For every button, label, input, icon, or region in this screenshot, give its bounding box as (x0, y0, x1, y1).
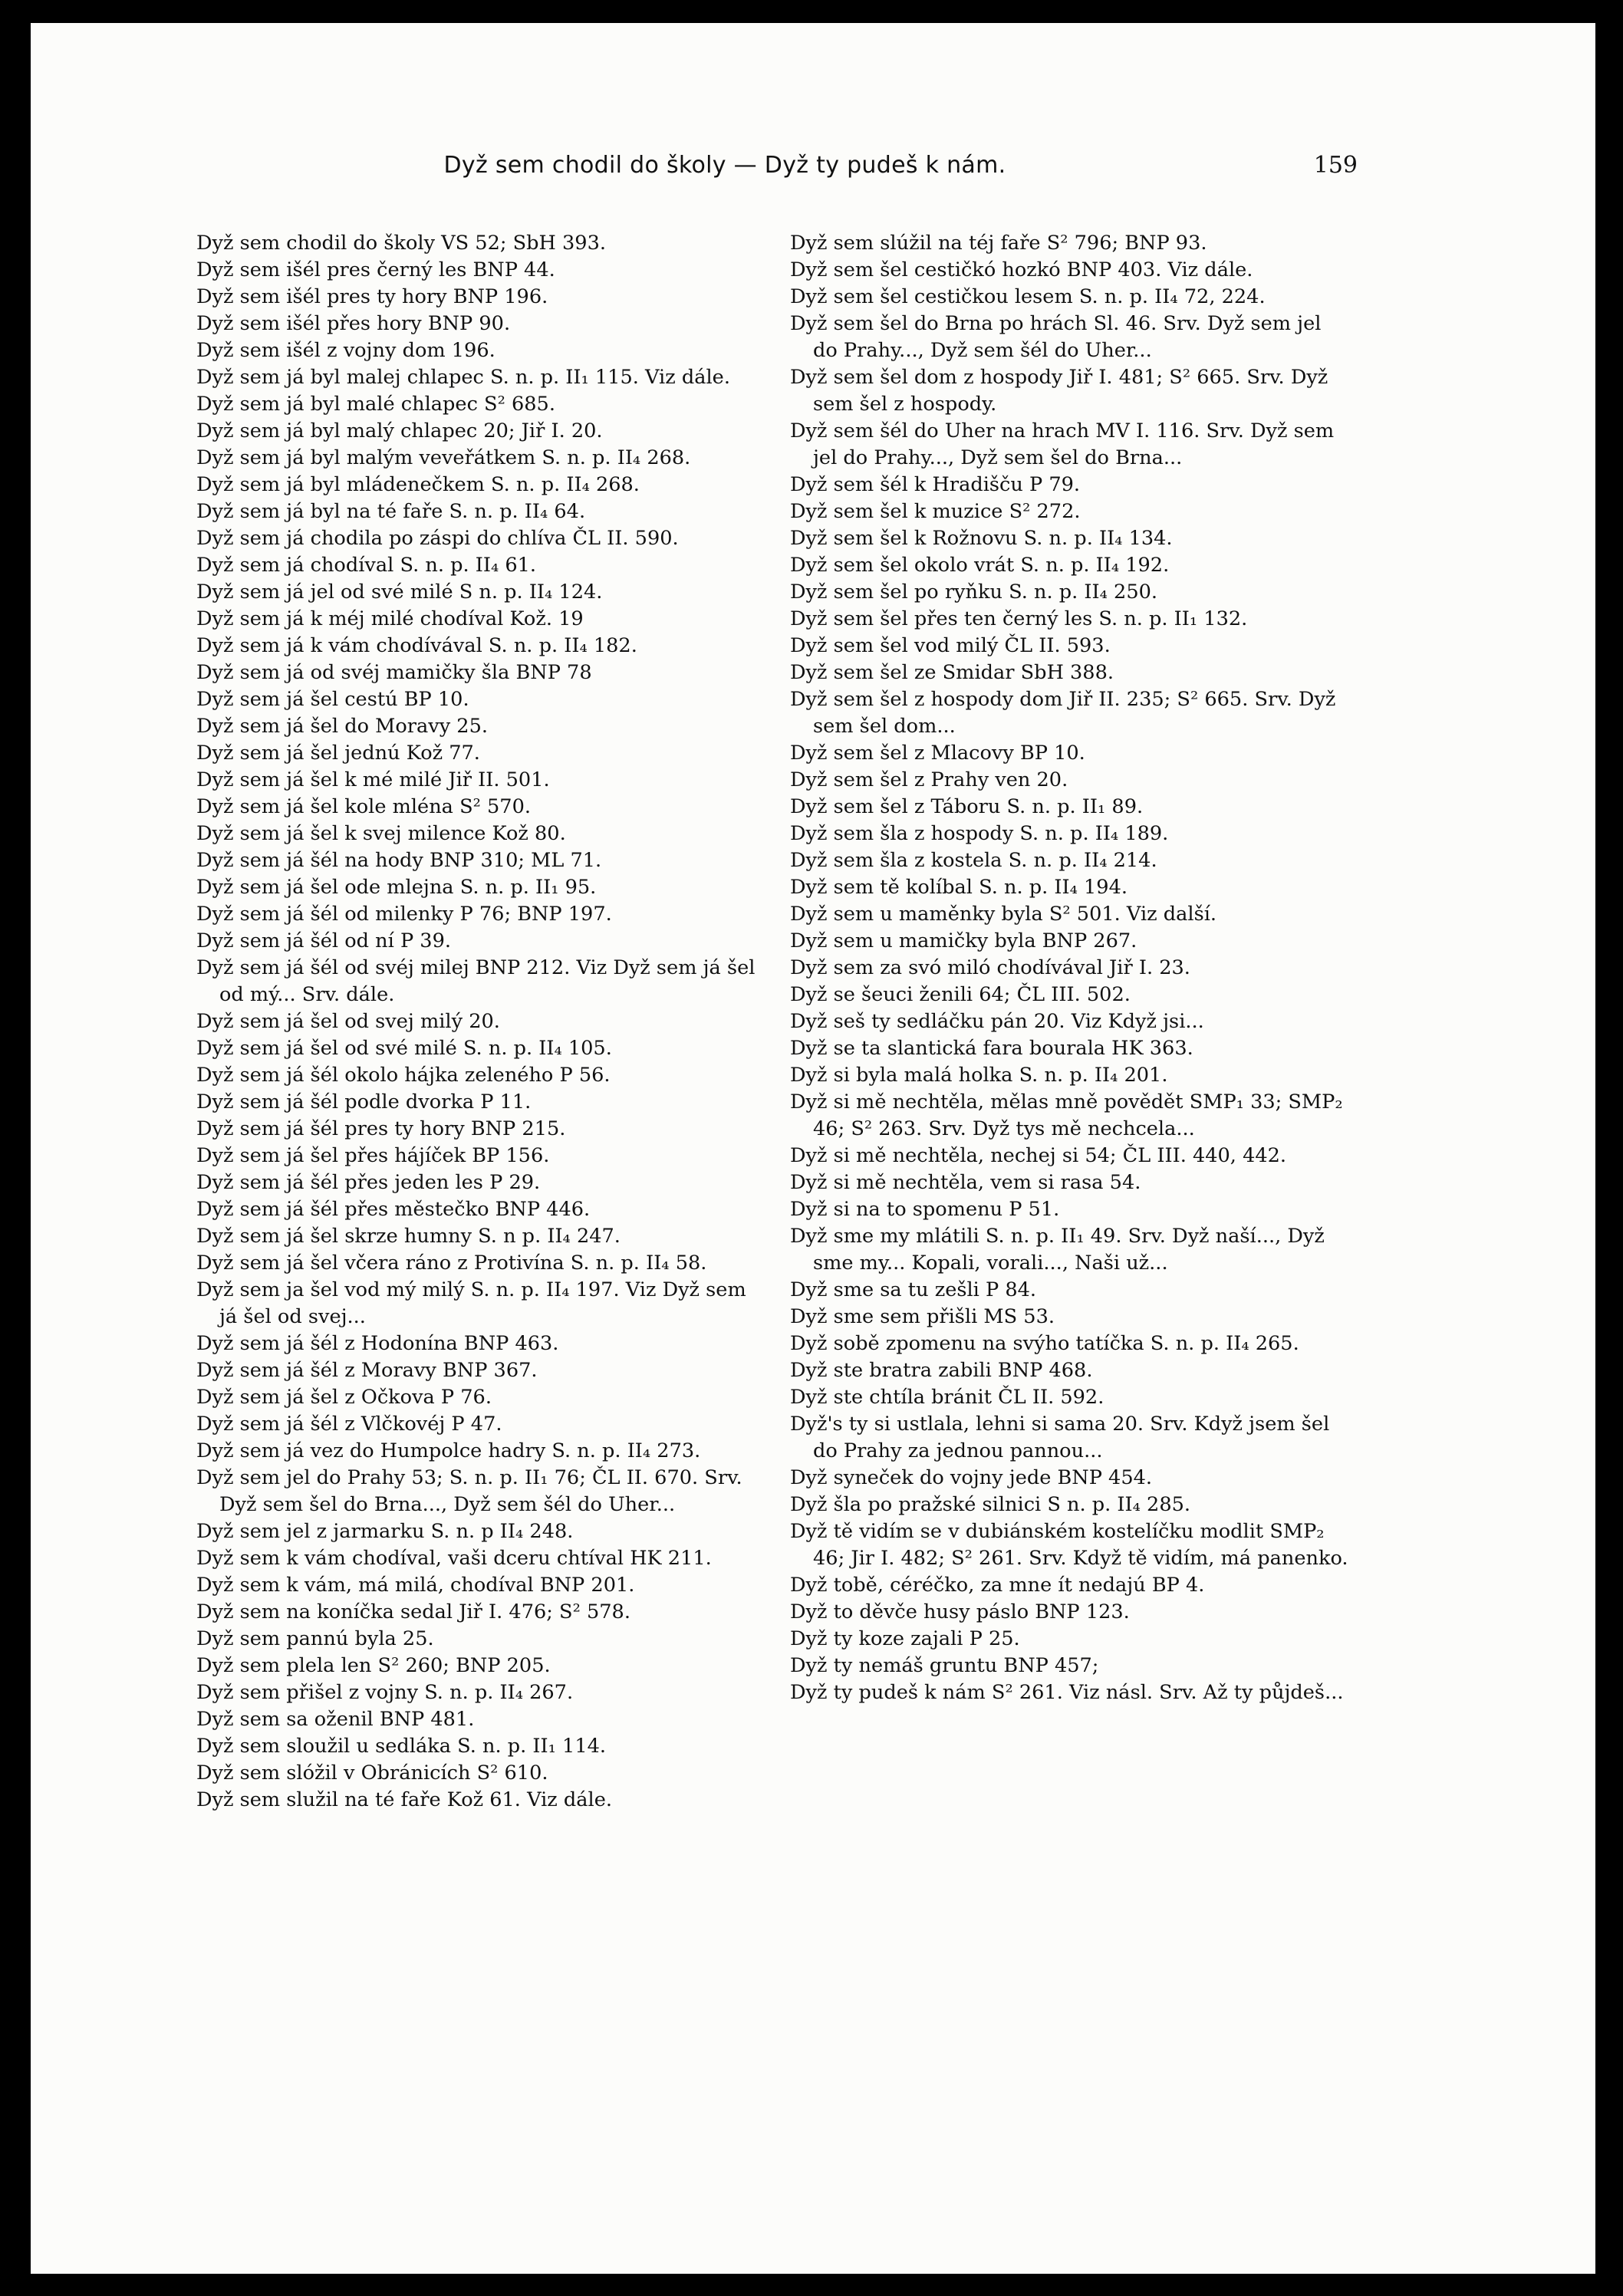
index-entry: Dyž sem ja šel vod mý milý S. n. p. II₄ 197. Viz Dyž sem já šel od svej... (196, 1278, 746, 1328)
page-header (192, 146, 1358, 186)
index-entry: Dyž sem já šel od své milé S. n. p. II₄ 105. (196, 1037, 612, 1060)
index-entry: Dyž sem šel z hospody dom Jiř II. 235; S² 665. Srv. Dyž sem šel dom... (790, 688, 1336, 738)
index-entry: Dyž seš ty sedláčku pán 20. Viz Když jsi... (790, 1010, 1204, 1033)
index-entry: Dyž sem šel z Prahy ven 20. (790, 768, 1068, 791)
index-entry: Dyž sem slúžil na téj faře S² 796; BNP 93. (790, 232, 1207, 255)
index-entry: Dyž sem já byl malým veveřátkem S. n. p. II₄ 268. (196, 446, 691, 469)
index-entry: Dyž sem já byl malej chlapec S. n. p. II₁ 115. Viz dále. (196, 366, 730, 389)
index-entry: Dyž ty nemáš gruntu BNP 457; (790, 1654, 1099, 1677)
index-entry: Dyž sem slóžil v Obránicích S² 610. (196, 1761, 548, 1784)
index-entry: Dyž sem šel cestičkó hozkó BNP 403. Viz dále. (790, 258, 1253, 281)
index-entry: Dyž si byla malá holka S. n. p. II₄ 201. (790, 1064, 1168, 1087)
index-entry: Dyž sem já byl malý chlapec 20; Jiř I. 20. (196, 419, 603, 442)
index-entry: Dyž se ta slantická fara bourala HK 363. (790, 1037, 1193, 1060)
index-entry: Dyž sem šél k Hradišču P 79. (790, 473, 1081, 496)
index-entry: Dyž sem já šel k svej milence Kož 80. (196, 822, 566, 845)
index-entry: Dyž sem já byl na té faře S. n. p. II₄ 64. (196, 500, 586, 523)
index-entry: Dyž sem za svó miló chodívával Jiř I. 23. (790, 956, 1190, 979)
index-entry: Dyž's ty si ustlala, lehni si sama 20. Srv. Když jsem šel do Prahy za jednou pannou... (790, 1413, 1330, 1462)
index-entry: Dyž sem u mamičky byla BNP 267. (790, 929, 1137, 952)
right-column (790, 230, 1350, 1706)
index-entry: Dyž sem přišel z vojny S. n. p. II₄ 267. (196, 1681, 574, 1704)
index-entry: Dyž sem šel do Brna po hrách Sl. 46. Srv. Dyž sem jel do Prahy..., Dyž sem šél do Uher... (790, 312, 1322, 362)
index-entry: Dyž sem pannú byla 25. (196, 1627, 434, 1650)
index-entry: Dyž si mě nechtěla, vem si rasa 54. (790, 1171, 1141, 1194)
index-entry: Dyž sem išél z vojny dom 196. (196, 339, 495, 362)
index-entry: Dyž sem já chodíval S. n. p. II₄ 61. (196, 554, 537, 577)
left-column (196, 230, 756, 1814)
index-entry: Dyž ty pudeš k nám S² 261. Viz násl. Srv. Až ty půjdeš... (790, 1681, 1344, 1704)
index-entry: Dyž sem šel z Táboru S. n. p. II₁ 89. (790, 795, 1144, 818)
index-entry: Dyž sem na koníčka sedal Jiř I. 476; S² 578. (196, 1600, 630, 1623)
index-entry: Dyž si mě nechtěla, mělas mně povědět SMP₁ 33; SMP₂ 46; S² 263. Srv. Dyž tys mě nechcela... (790, 1090, 1343, 1140)
index-entry: Dyž sem já šél z Hodonína BNP 463. (196, 1332, 559, 1355)
index-entry: Dyž ste chtíla bránit ČL II. 592. (790, 1386, 1104, 1409)
index-entry: Dyž sem já šel kole mléna S² 570. (196, 795, 531, 818)
index-entry: Dyž si mě nechtěla, nechej si 54; ČL III. 440, 442. (790, 1144, 1287, 1167)
index-entry: Dyž sme sem přišli MS 53. (790, 1305, 1055, 1328)
index-entry: Dyž sem já šél od ní P 39. (196, 929, 452, 952)
index-entry: Dyž se šeuci ženili 64; ČL III. 502. (790, 983, 1131, 1006)
index-entry: Dyž sem sa oženil BNP 481. (196, 1708, 475, 1731)
index-entry: Dyž sem já šel skrze humny S. n p. II₄ 247. (196, 1225, 621, 1248)
index-entry: Dyž sem já jel od své milé S n. p. II₄ 124. (196, 581, 603, 604)
index-entry: Dyž sem já k vám chodívával S. n. p. II₄ 182. (196, 634, 637, 657)
index-entry: Dyž sem šel přes ten černý les S. n. p. II₁ 132. (790, 607, 1248, 630)
index-entry: Dyž sem já šel od svej milý 20. (196, 1010, 500, 1033)
index-entry: Dyž sem šel k muzice S² 272. (790, 500, 1081, 523)
index-entry: Dyž sem já byl malé chlapec S² 685. (196, 393, 555, 416)
index-entry: Dyž sem plela len S² 260; BNP 205. (196, 1654, 551, 1677)
index-entry: Dyž sem šel vod milý ČL II. 593. (790, 634, 1111, 657)
index-entry: Dyž sem já šel přes hájíček BP 156. (196, 1144, 550, 1167)
index-entry: Dyž sem já k méj milé chodíval Kož. 19 (196, 607, 584, 630)
index-entry: Dyž sem já šél z Vlčkovéj P 47. (196, 1413, 502, 1436)
index-entry: Dyž sem k vám, má milá, chodíval BNP 201. (196, 1574, 635, 1597)
index-entry: Dyž sem já šél od svéj milej BNP 212. Viz Dyž sem já šel od mý... Srv. dále. (196, 956, 756, 1006)
index-entry: Dyž sobě zpomenu na svýho tatíčka S. n. p. II₄ 265. (790, 1332, 1299, 1355)
index-entry: Dyž sem išél pres černý les BNP 44. (196, 258, 555, 281)
index-entry: Dyž sem já šél na hody BNP 310; ML 71. (196, 849, 602, 872)
index-entry: Dyž sem išél přes hory BNP 90. (196, 312, 511, 335)
index-entry: Dyž sem šel po ryňku S. n. p. II₄ 250. (790, 581, 1158, 604)
index-entry: Dyž tě vidím se v dubiánském kostelíčku modlit SMP₂ 46; Jir I. 482; S² 261. Srv. Když tě vidím, má panenko. (790, 1520, 1348, 1570)
index-entry: Dyž sem já šel z Očkova P 76. (196, 1386, 492, 1409)
index-entry: Dyž ste bratra zabili BNP 468. (790, 1359, 1093, 1382)
index-entry: Dyž sem já šél od milenky P 76; BNP 197. (196, 903, 612, 926)
index-entry: Dyž sem jel do Prahy 53; S. n. p. II₁ 76; ČL II. 670. Srv. Dyž sem šel do Brna..., Dyž sem šél do Uher... (196, 1466, 742, 1516)
index-entry: Dyž sem služil na té faře Kož 61. Viz dále. (196, 1788, 613, 1811)
index-entry: Dyž sem chodil do školy VS 52; SbH 393. (196, 232, 606, 255)
index-entry: Dyž sem šel dom z hospody Jiř I. 481; S² 665. Srv. Dyž sem šel z hospody. (790, 366, 1328, 416)
index-entry: Dyž šla po pražské silnici S n. p. II₄ 285. (790, 1493, 1191, 1516)
index-entry: Dyž sem já šel jednú Kož 77. (196, 742, 480, 765)
index-entry: Dyž sem já šel do Moravy 25. (196, 715, 489, 738)
running-title: Dyž sem chodil do školy — Dyž ty pudeš k nám. (443, 152, 1006, 179)
index-entry: Dyž sem šel okolo vrát S. n. p. II₄ 192. (790, 554, 1170, 577)
index-entry: Dyž sem já šél okolo hájka zeleného P 56. (196, 1064, 611, 1087)
index-entry: Dyž sem šel k Rožnovu S. n. p. II₄ 134. (790, 527, 1173, 550)
index-entry: Dyž to děvče husy páslo BNP 123. (790, 1600, 1130, 1623)
index-entry: Dyž tobě, céréčko, za mne ít nedajú BP 4. (790, 1574, 1205, 1597)
index-entry: Dyž sem já šél přes městečko BNP 446. (196, 1198, 591, 1221)
index-entry: Dyž sem k vám chodíval, vaši dceru chtíval HK 211. (196, 1547, 712, 1570)
index-entry: Dyž sem šel z Mlacovy BP 10. (790, 742, 1085, 765)
index-entry: Dyž sem já vez do Humpolce hadry S. n. p. II₄ 273. (196, 1439, 701, 1462)
index-entry: Dyž sem já šél podle dvorka P 11. (196, 1090, 532, 1113)
index-entry: Dyž sem já šel k mé milé Jiř II. 501. (196, 768, 550, 791)
index-entry: Dyž sem já od svéj mamičky šla BNP 78 (196, 661, 592, 684)
index-entry: Dyž sem já šél přes jeden les P 29. (196, 1171, 541, 1194)
index-entry: Dyž sem šel ze Smidar SbH 388. (790, 661, 1114, 684)
index-entry: Dyž sem já šel včera ráno z Protivína S. n. p. II₄ 58. (196, 1252, 707, 1275)
index-entry: Dyž sem šla z kostela S. n. p. II₄ 214. (790, 849, 1157, 872)
index-entry: Dyž sem já šél z Moravy BNP 367. (196, 1359, 538, 1382)
page-number: 159 (1313, 152, 1358, 179)
index-entry: Dyž sem já šél pres ty hory BNP 215. (196, 1117, 566, 1140)
index-entry: Dyž sem já byl mládenečkem S. n. p. II₄ 268. (196, 473, 640, 496)
index-entry: Dyž sem šel cestičkou lesem S. n. p. II₄ 72, 224. (790, 285, 1266, 308)
index-entry: Dyž sem sloužil u sedláka S. n. p. II₁ 114. (196, 1735, 607, 1758)
index-entry: Dyž sem u maměnky byla S² 501. Viz další. (790, 903, 1217, 926)
index-entry: Dyž sem já šel ode mlejna S. n. p. II₁ 95. (196, 876, 597, 899)
index-entry: Dyž sem šél do Uher na hrach MV I. 116. Srv. Dyž sem jel do Prahy..., Dyž sem šel do Brna... (790, 419, 1335, 469)
index-entry: Dyž sem šla z hospody S. n. p. II₄ 189. (790, 822, 1169, 845)
index-entry: Dyž si na to spomenu P 51. (790, 1198, 1060, 1221)
index-entry: Dyž sme sa tu zešli P 84. (790, 1278, 1037, 1301)
index-entry: Dyž sem já chodila po záspi do chlíva ČL II. 590. (196, 527, 679, 550)
index-entry: Dyž syneček do vojny jede BNP 454. (790, 1466, 1153, 1489)
index-entry: Dyž sme my mlátili S. n. p. II₁ 49. Srv. Dyž naší..., Dyž sme my... Kopali, vorali..., Naši už... (790, 1225, 1325, 1275)
index-entry: Dyž sem išél pres ty hory BNP 196. (196, 285, 548, 308)
index-entry: Dyž sem já šel cestú BP 10. (196, 688, 469, 711)
index-entry: Dyž ty koze zajali P 25. (790, 1627, 1020, 1650)
index-entry: Dyž sem jel z jarmarku S. n. p II₄ 248. (196, 1520, 574, 1543)
index-entry: Dyž sem tě kolíbal S. n. p. II₄ 194. (790, 876, 1128, 899)
